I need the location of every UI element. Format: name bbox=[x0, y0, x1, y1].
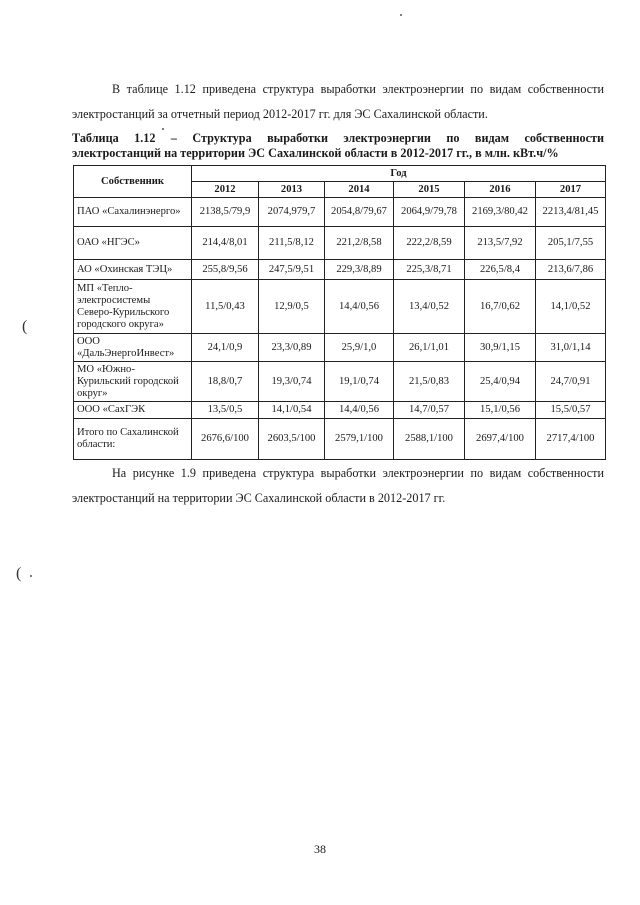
owner-cell: ОАО «НГЭС» bbox=[74, 227, 192, 260]
value-cell: 2579,1/100 bbox=[325, 419, 394, 460]
value-cell: 2588,1/100 bbox=[394, 419, 465, 460]
table-row bbox=[74, 260, 606, 280]
year-2016-header: 2016 bbox=[465, 182, 536, 198]
table-caption-line1: Таблица 1.12 – Структура выработки электроэнергии по видам собственности bbox=[72, 131, 604, 145]
intro-paragraph bbox=[72, 77, 604, 127]
value-cell: 2676,6/100 bbox=[192, 419, 259, 460]
value-cell: 25,9/1,0 bbox=[325, 334, 394, 362]
value-cell: 211,5/8,12 bbox=[259, 227, 325, 260]
year-2012-header: 2012 bbox=[192, 182, 259, 198]
scan-speck bbox=[30, 575, 32, 577]
owner-cell: Итого по Сахалинской области: bbox=[74, 419, 192, 460]
value-cell: 2138,5/79,9 bbox=[192, 198, 259, 227]
generation-table bbox=[73, 165, 606, 460]
value-cell: 2064,9/79,78 bbox=[394, 198, 465, 227]
value-cell: 2603,5/100 bbox=[259, 419, 325, 460]
value-cell: 2213,4/81,45 bbox=[536, 198, 606, 227]
year-2015-header: 2015 bbox=[394, 182, 465, 198]
scan-speck bbox=[400, 14, 402, 16]
value-cell: 247,5/9,51 bbox=[259, 260, 325, 280]
owner-cell: ООО «СахГЭК bbox=[74, 402, 192, 419]
value-cell: 13,5/0,5 bbox=[192, 402, 259, 419]
table-caption-line2: электростанций на территории ЭС Сахалинской области в 2012-2017 гг., в млн. кВт.ч/% bbox=[72, 146, 559, 160]
table-row bbox=[74, 198, 606, 227]
value-cell: 205,1/7,55 bbox=[536, 227, 606, 260]
value-cell: 229,3/8,89 bbox=[325, 260, 394, 280]
value-cell: 16,7/0,62 bbox=[465, 280, 536, 334]
value-cell: 31,0/1,14 bbox=[536, 334, 606, 362]
owner-cell: МП «Тепло-электросистемы Северо-Курильского городского округа» bbox=[74, 280, 192, 334]
value-cell: 30,9/1,15 bbox=[465, 334, 536, 362]
scan-speck bbox=[162, 128, 164, 130]
owner-cell: АО «Охинская ТЭЦ» bbox=[74, 260, 192, 280]
value-cell: 15,1/0,56 bbox=[465, 402, 536, 419]
value-cell: 2054,8/79,67 bbox=[325, 198, 394, 227]
value-cell: 222,2/8,59 bbox=[394, 227, 465, 260]
value-cell: 2169,3/80,42 bbox=[465, 198, 536, 227]
value-cell: 26,1/1,01 bbox=[394, 334, 465, 362]
table-row bbox=[74, 280, 606, 334]
value-cell: 14,1/0,54 bbox=[259, 402, 325, 419]
margin-mark: ( bbox=[22, 318, 28, 335]
value-cell: 2074,979,7 bbox=[259, 198, 325, 227]
value-cell: 221,2/8,58 bbox=[325, 227, 394, 260]
figure-text: На рисунке 1.9 приведена структура выработки электроэнергии по видам собственности электростанций на территории ЭС Сахалинской области в 2012-2017 гг. bbox=[72, 466, 604, 505]
intro-text: В таблице 1.12 приведена структура выработки электроэнергии по видам собственности электростанций за отчетный период 2012-2017 гг. для ЭС Сахалинской области. bbox=[72, 82, 604, 121]
table-row bbox=[74, 227, 606, 260]
page-number: 38 bbox=[314, 842, 326, 856]
owner-header: Собственник bbox=[74, 166, 192, 198]
value-cell: 14,4/0,56 bbox=[325, 280, 394, 334]
owner-cell: МО «Южно-Курильский городской округ» bbox=[74, 362, 192, 402]
value-cell: 14,1/0,52 bbox=[536, 280, 606, 334]
value-cell: 18,8/0,7 bbox=[192, 362, 259, 402]
value-cell: 226,5/8,4 bbox=[465, 260, 536, 280]
year-header: Год bbox=[192, 166, 606, 182]
value-cell: 21,5/0,83 bbox=[394, 362, 465, 402]
value-cell: 19,1/0,74 bbox=[325, 362, 394, 402]
value-cell: 213,5/7,92 bbox=[465, 227, 536, 260]
value-cell: 19,3/0,74 bbox=[259, 362, 325, 402]
year-2017-header: 2017 bbox=[536, 182, 606, 198]
value-cell: 12,9/0,5 bbox=[259, 280, 325, 334]
value-cell: 214,4/8,01 bbox=[192, 227, 259, 260]
value-cell: 2697,4/100 bbox=[465, 419, 536, 460]
value-cell: 14,4/0,56 bbox=[325, 402, 394, 419]
table-row bbox=[74, 362, 606, 402]
table-caption bbox=[72, 131, 604, 161]
year-2014-header: 2014 bbox=[325, 182, 394, 198]
figure-paragraph bbox=[72, 461, 604, 511]
table-row-total bbox=[74, 419, 606, 460]
value-cell: 24,7/0,91 bbox=[536, 362, 606, 402]
value-cell: 15,5/0,57 bbox=[536, 402, 606, 419]
value-cell: 11,5/0,43 bbox=[192, 280, 259, 334]
value-cell: 225,3/8,71 bbox=[394, 260, 465, 280]
margin-mark: ( bbox=[16, 565, 22, 582]
owner-cell: ПАО «Сахалинэнерго» bbox=[74, 198, 192, 227]
value-cell: 14,7/0,57 bbox=[394, 402, 465, 419]
value-cell: 2717,4/100 bbox=[536, 419, 606, 460]
value-cell: 24,1/0,9 bbox=[192, 334, 259, 362]
owner-cell: ООО «ДальЭнергоИнвест» bbox=[74, 334, 192, 362]
year-2013-header: 2013 bbox=[259, 182, 325, 198]
value-cell: 25,4/0,94 bbox=[465, 362, 536, 402]
value-cell: 255,8/9,56 bbox=[192, 260, 259, 280]
table-row bbox=[74, 402, 606, 419]
value-cell: 23,3/0,89 bbox=[259, 334, 325, 362]
value-cell: 213,6/7,86 bbox=[536, 260, 606, 280]
value-cell: 13,4/0,52 bbox=[394, 280, 465, 334]
table-row bbox=[74, 334, 606, 362]
